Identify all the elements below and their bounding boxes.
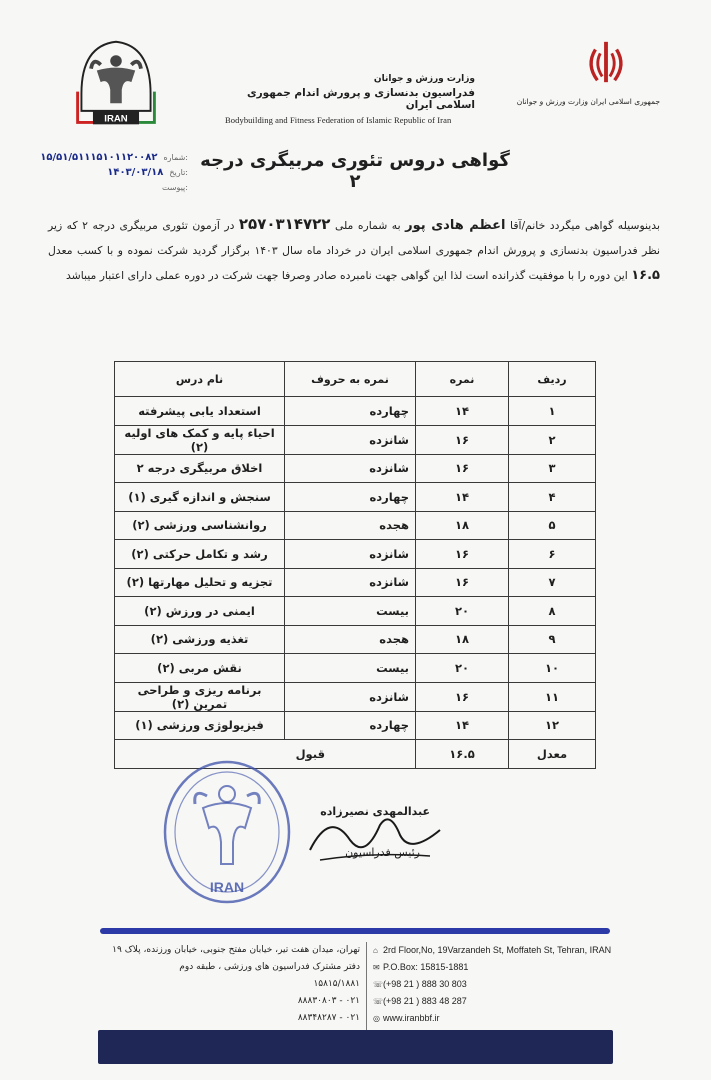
grade-value: ۱۶	[416, 540, 509, 569]
en-address: 2rd Floor,No, 19Varzandeh St, Moffateh St, Tehran, IRAN	[383, 945, 612, 955]
grade-value: ۲۰	[416, 597, 509, 626]
grade-words: هجده	[285, 511, 416, 540]
attachment-label: پیوست:	[161, 183, 188, 192]
table-row	[115, 540, 596, 569]
row-number: ۱	[509, 397, 596, 426]
table-row	[115, 654, 596, 683]
row-number: ۲	[509, 425, 596, 454]
number-value: ۱۵/۵۱/۵۱۱۱۵۱۰۱۱۲۰۰۸۲	[40, 152, 158, 163]
table-row	[115, 454, 596, 483]
grade-words: بیست	[285, 597, 416, 626]
grade-words: شانزده	[285, 540, 416, 569]
para-part2: به شماره ملی	[334, 219, 401, 232]
grade-words: بیست	[285, 654, 416, 683]
footer-bottom-bar	[98, 1030, 613, 1064]
average-label: معدل	[509, 740, 596, 769]
course-name: تغذیه ورزشی (۲)	[115, 625, 285, 654]
grade-words: چهارده	[285, 483, 416, 512]
date-label: تاریخ:	[169, 168, 188, 177]
course-name: فیزیولوژی ورزشی (۱)	[115, 711, 285, 740]
federation-logo	[68, 36, 164, 132]
certificate-paragraph	[48, 212, 660, 288]
fa-address-1: تهران، میدان هفت تیر، خیابان مفتح جنوبی، خیابان ورزنده، پلاک ۱۹	[112, 945, 360, 955]
table-row	[115, 597, 596, 626]
footer-english-contact	[366, 942, 633, 1044]
result-status: قبول	[115, 740, 416, 769]
ministry-block	[470, 28, 660, 128]
row-number: ۴	[509, 483, 596, 512]
grade-value: ۱۴	[416, 711, 509, 740]
grades-table	[114, 361, 596, 769]
ministry-label: جمهوری اسلامی ایران وزارت ورزش و جوانان	[516, 97, 660, 106]
grade-value: ۱۶	[416, 682, 509, 711]
grade-value: ۱۸	[416, 625, 509, 654]
row-number: ۱۰	[509, 654, 596, 683]
table-row	[115, 397, 596, 426]
en-pobox: P.O.Box: 15815-1881	[383, 962, 469, 972]
row-number: ۸	[509, 597, 596, 626]
meta-number-row	[8, 150, 188, 165]
row-number: ۹	[509, 625, 596, 654]
grade-value: ۱۶	[416, 425, 509, 454]
ministry-name: وزارت ورزش و جوانان	[373, 74, 475, 84]
para-part4: این دوره را با موفقیت گذرانده است لذا این گواهی جهت نامبرده صادر وصرفا جهت شرکت در دوره عملی دارای اعتبار میباشد	[65, 269, 628, 282]
en-pobox-line	[373, 959, 633, 976]
course-name: سنجش و اندازه گیری (۱)	[115, 483, 285, 512]
course-name: روانشناسی ورزشی (۲)	[115, 511, 285, 540]
grade-words: شانزده	[285, 425, 416, 454]
footer-divider	[100, 928, 610, 934]
average-value: ۱۶.۵	[416, 740, 509, 769]
course-name: رشد و تکامل حرکتی (۲)	[115, 540, 285, 569]
course-name: احیاء پایه و کمک های اولیه (۲)	[115, 425, 285, 454]
row-number: ۱۲	[509, 711, 596, 740]
para-part1: بدینوسیله گواهی میگردد خانم/آقا	[510, 219, 660, 232]
grade-words: شانزده	[285, 682, 416, 711]
en-phone2-line	[373, 993, 633, 1010]
meta-attachment-row	[8, 180, 188, 195]
phone-icon: ☏	[373, 980, 384, 989]
federation-header	[225, 74, 475, 125]
table-row	[115, 425, 596, 454]
logo-text: IRAN	[104, 113, 128, 125]
table-header-row	[115, 362, 596, 397]
grade-words: چهارده	[285, 397, 416, 426]
meta-date-row	[8, 165, 188, 180]
header-row-number: ردیف	[509, 362, 596, 397]
grade-value: ۱۴	[416, 397, 509, 426]
header-course: نام درس	[115, 362, 285, 397]
grade-value: ۱۶	[416, 454, 509, 483]
row-number: ۱۱	[509, 682, 596, 711]
para-part3: در آزمون تئوری مربیگری درجه ۲ که زیر نظر فدراسیون بدنسازی و پرورش اندام جمهوری اسلامی ایران در خرداد ماه سال ۱۴۰۳ برگزار گردید شرکت نموده و با کسب معدل	[48, 219, 660, 257]
website-line	[373, 1010, 633, 1027]
document-meta	[8, 150, 188, 195]
mail-icon: ✉	[373, 963, 380, 972]
fa-pobox: ۱۵۸۱۵/۱۸۸۱	[313, 979, 360, 989]
grade-value: ۲۰	[416, 654, 509, 683]
course-name: برنامه ریزی و طراحی تمرین (۲)	[115, 682, 285, 711]
handwritten-signature	[290, 790, 460, 880]
row-number: ۶	[509, 540, 596, 569]
row-number: ۷	[509, 568, 596, 597]
federation-name-en: Bodybuilding and Fitness Federation of Islamic Republic of Iran	[225, 115, 452, 125]
iran-emblem-icon	[582, 38, 630, 86]
fa-phone-1: ۰۲۱ - ۸۸۸۳۰۸۰۳	[297, 996, 360, 1006]
course-name: استعداد یابی پیشرفته	[115, 397, 285, 426]
grade-value: ۱۴	[416, 483, 509, 512]
para-average: ۱۶.۵	[631, 268, 660, 283]
header-grade-words: نمره به حروف	[285, 362, 416, 397]
federation-name: فدراسیون بدنسازی و پرورش اندام جمهوری اسلامی ایران	[246, 87, 475, 111]
row-number: ۳	[509, 454, 596, 483]
header-grade: نمره	[416, 362, 509, 397]
table-row	[115, 483, 596, 512]
location-pin-icon: ⌂	[373, 946, 378, 955]
footer-persian-address	[90, 942, 360, 1027]
grade-value: ۱۸	[416, 511, 509, 540]
signatory-name: عبدالمهدی نصیرزاده	[320, 805, 430, 818]
table-row	[115, 711, 596, 740]
course-name: ایمنی در ورزش (۲)	[115, 597, 285, 626]
table-body	[115, 397, 596, 740]
website-link[interactable]: www.iranbbf.ir	[383, 1013, 440, 1023]
federation-stamp	[155, 752, 300, 912]
grade-words: شانزده	[285, 454, 416, 483]
phone-icon: ☏	[373, 997, 384, 1006]
national-id: ۲۵۷۰۳۱۴۷۲۲	[238, 215, 331, 233]
grade-words: شانزده	[285, 568, 416, 597]
en-phone-2: (+98 21 ) 883 48 287	[383, 996, 467, 1006]
fa-phone-2: ۰۲۱ - ۸۸۳۴۸۲۸۷	[297, 1013, 360, 1023]
date-value: ۱۴۰۳/۰۳/۱۸	[107, 167, 164, 178]
grade-words: چهارده	[285, 711, 416, 740]
en-address-line	[373, 942, 633, 959]
recipient-name: اعظم هادی پور	[405, 218, 506, 233]
table-row	[115, 682, 596, 711]
en-phone-1: (+98 21 ) 888 30 803	[383, 979, 467, 989]
table-row	[115, 625, 596, 654]
table-row	[115, 511, 596, 540]
number-label: شماره:	[163, 153, 188, 162]
document-title: گواهی دروس تئوری مربیگری درجه ۲	[200, 150, 510, 192]
course-name: اخلاق مربیگری درجه ۲	[115, 454, 285, 483]
en-phone1-line	[373, 976, 633, 993]
fa-address-2: دفتر مشترک فدراسیون های ورزشی ، طبقه دوم	[179, 962, 360, 972]
course-name: نقش مربی (۲)	[115, 654, 285, 683]
row-number: ۵	[509, 511, 596, 540]
signatory-title: رئیس فدراسیون	[345, 846, 420, 859]
grade-words: هجده	[285, 625, 416, 654]
stamp-text: IRAN	[209, 879, 245, 895]
table-row	[115, 568, 596, 597]
globe-icon: ◎	[373, 1014, 380, 1023]
course-name: تجزیه و تحلیل مهارتها (۲)	[115, 568, 285, 597]
grade-value: ۱۶	[416, 568, 509, 597]
